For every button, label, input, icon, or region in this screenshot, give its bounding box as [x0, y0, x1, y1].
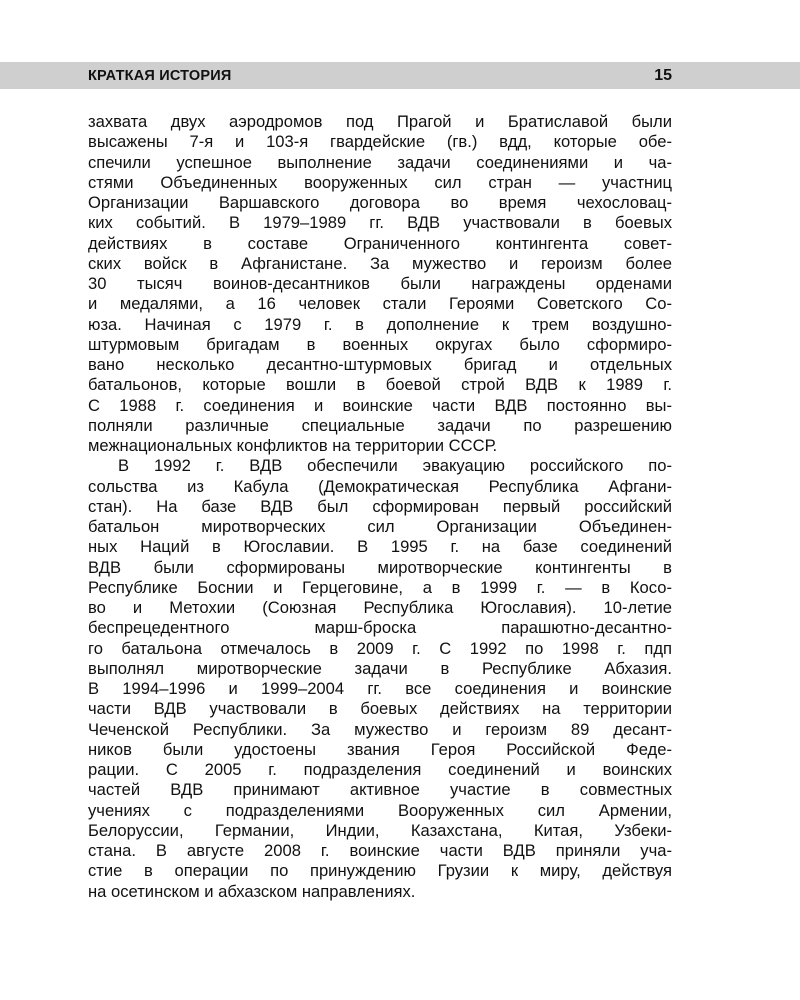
- text-line: во и Метохии (Союзная Республика Югославия). 10-летие: [88, 598, 672, 617]
- text-line: Республике Боснии и Герцеговине, а в 1999 г. — в Косо-: [88, 577, 672, 597]
- text-line: ВДВ были сформированы миротворческие контингенты в: [88, 557, 672, 577]
- text-line: вано несколько десантно-штурмовых бригад и отдельных: [88, 355, 672, 374]
- text-line: ских войск в Афганистане. За мужество и героизм более: [88, 253, 672, 273]
- text-line: спечили успешное выполнение задачи соединениями и ча-: [88, 152, 672, 172]
- text-line: высажены 7-я и 103-я гвардейские (гв.) вдд, которые обе-: [88, 132, 672, 152]
- text-line: штурмовым бригадам в военных округах было сформиро-: [88, 334, 672, 354]
- text-line: действиях в составе Ограниченного контингента совет-: [88, 233, 672, 253]
- text-line: полняли различные специальные задачи по разрешению: [88, 415, 672, 435]
- text-line: С 1988 г. соединения и воинские части ВДВ постоянно вы-: [88, 395, 672, 415]
- text-line: В 1992 г. ВДВ обеспечили эвакуацию российского по-: [118, 456, 672, 476]
- text-line: рации. С 2005 г. подразделения соединений и воинских: [88, 760, 672, 779]
- text-line: межнациональных конфликтов на территории СССР.: [88, 436, 498, 455]
- text-line: 30 тысяч воинов-десантников были награждены орденами: [88, 274, 672, 293]
- text-line: захвата двух аэродромов под Прагой и Братиславой были: [88, 112, 672, 131]
- page-number: 15: [654, 67, 672, 84]
- text-line: сольства из Кабула (Демократическая Республика Афгани-: [88, 476, 672, 496]
- text-line: частей ВДВ принимают активное участие в совместных: [88, 780, 672, 800]
- text-line: В 1994–1996 и 1999–2004 гг. все соединения и воинские: [88, 679, 672, 698]
- text-line: ких событий. В 1979–1989 гг. ВДВ участвовали в боевых: [88, 213, 672, 233]
- text-line: части ВДВ участвовали в боевых действиях на территории: [88, 699, 672, 719]
- text-line: ников были удостоены звания Героя Российской Феде-: [88, 739, 672, 759]
- text-line: Организации Варшавского договора во время чехословац-: [88, 193, 672, 212]
- text-line: Белоруссии, Германии, Индии, Казахстана, Китая, Узбеки-: [88, 820, 672, 840]
- text-line: юза. Начиная с 1979 г. в дополнение к трем воздушно-: [88, 314, 672, 334]
- text-line: ных Наций в Югославии. В 1995 г. на базе соединений: [88, 537, 672, 557]
- text-line: Чеченской Республики. За мужество и героизм 89 десант-: [88, 719, 672, 739]
- text-line: беспрецедентного марш-броска парашютно-десантно-: [88, 618, 672, 638]
- text-line: стана. В августе 2008 г. воинские части ВДВ приняли уча-: [88, 841, 672, 860]
- text-line: стан). На базе ВДВ был сформирован первый российский: [88, 496, 672, 516]
- paragraph: [88, 112, 672, 456]
- paragraph: [88, 456, 672, 902]
- text-line: на осетинском и абхазском направлениях.: [88, 881, 416, 901]
- running-header-title: КРАТКАЯ ИСТОРИЯ: [88, 68, 232, 84]
- text-line: го батальона отмечалось в 2009 г. С 1992 по 1998 г. пдп: [88, 638, 672, 658]
- text-line: стие в операции по принуждению Грузии к миру, действуя: [88, 861, 672, 881]
- text-line: учениях с подразделениями Вооруженных сил Армении,: [88, 800, 672, 820]
- text-line: стями Объединенных вооруженных сил стран — участниц: [88, 172, 672, 192]
- body-text: [88, 112, 672, 902]
- text-line: и медалями, а 16 человек стали Героями Советского Со-: [88, 294, 672, 314]
- text-line: выполнял миротворческие задачи в Республике Абхазия.: [88, 658, 672, 678]
- text-line: батальонов, которые вошли в боевой строй ВДВ к 1989 г.: [88, 375, 672, 395]
- text-line: батальон миротворческих сил Организации Объединен-: [88, 517, 672, 536]
